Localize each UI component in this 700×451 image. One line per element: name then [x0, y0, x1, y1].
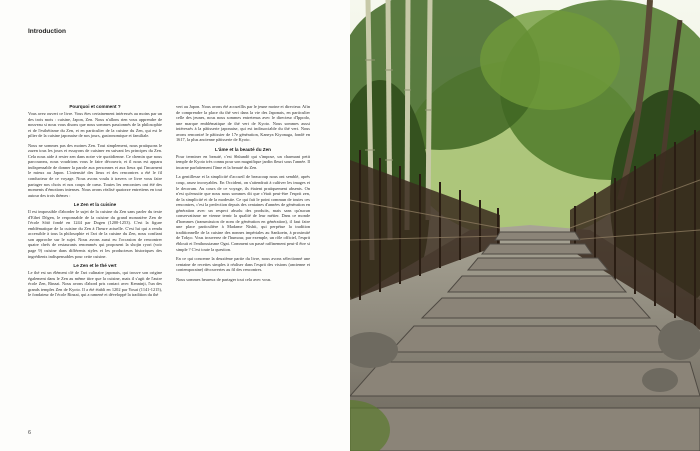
- text-column-left: [28, 104, 162, 302]
- paragraph: Il est impossible d'aborder le sujet de la cuisine du Zen sans parler du texte d'Eihei Dōgen, le responsable de la cuisine du grand monastère Zen de l'école Sōtō fondé en 1244 par Dogen (1200-1253). C'est la figure emblématique de la cuisine du Zen à l'heure actuelle. C'est lui qui a rendu accessible à tous la philosophie et l'art de la cuisine du Zen, nous confiant son approche sur le sujet. Nous avons aussi eu l'occasion de rencontrer quatre chefs de restaurants renommés qui proposent la shojin ryori (voir page 9) cuisine dans différents styles et les producteurs historiques des ingrédients indispensables pour cette cuisine.: [28, 209, 162, 259]
- stone-path-illustration: [350, 0, 700, 451]
- heading-zen-cuisine: Le Zen et la cuisine: [73, 202, 117, 208]
- heading-ame-beaute: L'âme et la beauté du Zen: [215, 146, 271, 152]
- heading-zen-the: Le Zen et le thé vert: [73, 263, 117, 269]
- paragraph: Nous ne sommes pas des moines Zen. Tout simplement, nous pratiquons le zazen tous les jours et essayons de cuisiner en suivant les principes du Zen. Cela nous aide à rester zen dans notre vie quotidienne. Ce chemin que nous parcourons, nous voudrions vous le faire découvrir, et il nous est apparu indispensable de donner la parole aux personnes et aux lieux qui l'incarnent le mieux au Japon. L'intensité des lieux et des rencontres a été le fil conducteur de ce voyage. Nous avons voulu à travers ce livre vous faire partager nos choix et nos coups de cœur. Toutes les rencontres ont été des moments d'émotions intenses. Nous avons réalisé quatorze entretiens en tout autour des trois thèmes :: [28, 142, 162, 198]
- foliage: [480, 10, 620, 110]
- paragraph: Le thé est un élément clé de l'art culinaire japonais, qui trouve son origine également dans le Zen au même titre que la cuisine, mais il s'agit de l'autre école Zen, Rinzai. Nous avons d'abord pris contact avec Kenninji, l'un des grands temples Zen de Kyoto. Il a été établi en 1202 par Yosai (1141-1215), le fondateur de l'école Rinzai, qui a ramené et développé la tradition du thé: [28, 270, 162, 298]
- garden-photo: [350, 0, 700, 451]
- paragraph: Pour terminer en beauté, c'est Shūundō qui s'impose, un charmant petit temple de Kyoto très connu pour son magnifique jardin fleuri sous l'année. Il incarne parfaitement l'âme et la beauté du Zen.: [176, 153, 310, 170]
- paragraph: Vous avez ouvert ce livre. Vous êtes certainement intéressés au moins par un des trois mots : cuisine, Japon, Zen. Nous n'allons rien vous apprendre de nouveau si nous vous disons que nous sommes passionnés de la philosophie et de l'esthétisme du Zen, et en particulier de la cuisine du Zen, qui est le pilier de la cuisine japonaise de nos jours, gastronomique et familiale.: [28, 111, 162, 139]
- text-column-right: [176, 104, 310, 286]
- page-number: 6: [28, 430, 32, 436]
- paragraph: vert au Japon. Nous avons été accueillis par le jeune moine et directeur. Afin de comprendre la place du thé vert dans la vie des Japonais, en particulier celle des jeunes, nous nous sommes entretenus avec le directeur d'Ippodo, une marque emblématique de thé vert de Kyoto. Nous sommes aussi intéressés à la pâtisserie japonaise, qui est indissociable du thé vert. Nous avons rencontré le pâtissier de 17e génération, Kaneya Kiyonaga, fondé en 1617, la plus ancienne pâtisserie de Kyoto.: [176, 104, 310, 143]
- section-label: Introduction: [28, 28, 66, 35]
- heading-pourquoi: Pourquoi et comment ?: [69, 104, 121, 109]
- paragraph: En ce qui concerne la deuxième partie du livre, nous avons sélectionné une centaine de recettes simples à réaliser dans l'esprit des visions (ancienne et contemporaine) découvertes au fil des rencontres.: [176, 256, 310, 273]
- paragraph: La gentillesse et la simplicité d'accueil de beaucoup nous ont semblé, après coup, assez incroyables. En Occident, on s'attendrait à cultiver les images et le decorum. Au cours de ce voyage, ils étaient pratiquement absents. On n'est qu'ensuite que nous nous sommes dit que c'était peut-être l'esprit zen, de la simplicité et de la modestie. Ce qui fait le point commun de toutes ces rencontres, c'est la perfection depuis des centaines d'années de génération en génération avec un respect absolu des produits, mais sans qu'aucun conservatisme ne vienne ternir la qualité de leur métier. Dans ce monde d'hommes (transmission de nom de génération en génération), il faut faire une place particulière à Madame Nishii, qui perpétue la tradition traditionnelle de la cuisine des nonnes impériales au Sankoein, à proximité de Tokyo. Vous trouverez de l'humour, par exemple, un rôle officiel, l'esprit éblouit et l'enthousiasme Ogat. Comment un passé raffinement peut-il être si simple ? C'est toute la question.: [176, 174, 310, 252]
- paragraph: Nous sommes heureux de partager tout cela avec vous.: [176, 276, 272, 282]
